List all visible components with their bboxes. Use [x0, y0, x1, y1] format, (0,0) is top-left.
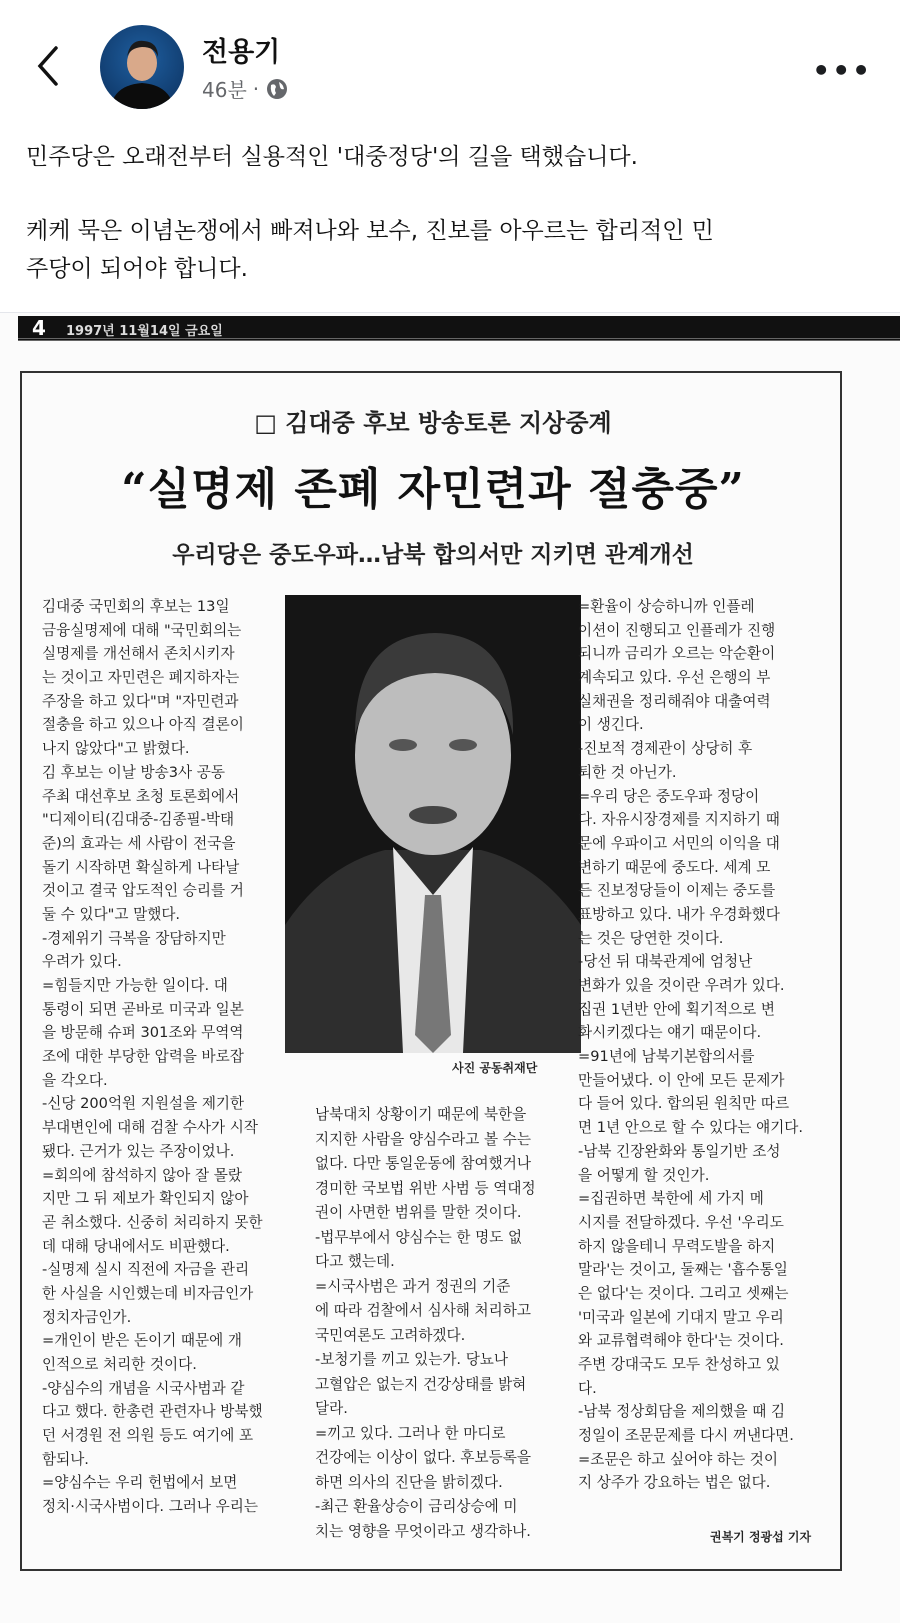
article-text-line: 한 사실을 시인했는데 비자금인가: [42, 1284, 254, 1302]
article-text-line: -신당 200억원 지원설을 제기한: [42, 1095, 245, 1113]
article-text-line: 면 1년 안으로 할 수 있다는 얘기다.: [578, 1119, 804, 1137]
article-text-line: 하지 않을테니 무력도발을 하지: [578, 1237, 776, 1255]
article-text-line: 둘 수 있다"고 말했다.: [42, 905, 181, 923]
article-text-line: 하면 의사의 진단을 밝히겠다.: [315, 1473, 503, 1491]
article-text-line: 권이 사면한 범위를 말한 것이다.: [315, 1204, 522, 1221]
article-text-line: 다.: [578, 1379, 597, 1397]
article-text-line: 화시키겠다는 얘기 때문이다.: [578, 1024, 762, 1042]
article-subheadline: 우리당은 중도우파…남북 합의서만 지키면 관계개선: [172, 542, 694, 568]
article-column-3: [578, 595, 803, 1495]
article-text-line: 을 어떻게 할 것인가.: [578, 1166, 710, 1184]
article-text-line: 곧 취소했다. 신중히 처리하지 못한: [42, 1213, 263, 1231]
article-text-line: 함되나.: [42, 1450, 89, 1468]
article-text-line: -실명제 실시 직전에 자금을 관리: [42, 1261, 250, 1279]
article-text-line: "디제이티(김대중-김종필-박태: [42, 811, 235, 829]
article-text-line: 을 방문해 슈퍼 301조와 무역역: [42, 1024, 244, 1042]
article-text-line: =조문은 하고 싶어야 하는 것이: [578, 1450, 778, 1468]
article-text-line: -남북 긴장완화와 통일기반 조성: [578, 1142, 781, 1160]
avatar-photo: [100, 25, 184, 109]
article-text-line: 우려가 있다.: [42, 953, 122, 971]
article-text-line: 국민여론도 고려하겠다.: [315, 1326, 466, 1344]
article-text-line: 정일이 조문문제를 다시 꺼낸다면.: [578, 1427, 794, 1445]
article-text-line: 됐다. 근거가 있는 주장이었나.: [42, 1142, 235, 1160]
article-text-line: '미국과 일본에 기대지 말고 우리: [578, 1308, 784, 1326]
article-text-line: 는 것이고 자민련은 폐지하자는: [42, 669, 240, 687]
article-text-line: 준)의 효과는 세 사람이 전국을: [42, 834, 236, 852]
post-text-line: 민주당은 오래전부터 실용적인 '대중정당'의 길을 택했습니다.: [26, 144, 638, 170]
article-text-line: 변화가 있을 것이란 우려가 있다.: [578, 977, 785, 994]
article-text-line: 이션이 진행되고 인플레가 진행: [578, 621, 776, 639]
article-text-line: 통령이 되면 곧바로 미국과 일본: [42, 1000, 244, 1018]
article-text-line: 이 생긴다.: [578, 716, 644, 734]
article-text-line: =회의에 참석하지 않아 잘 몰랐: [42, 1166, 242, 1184]
article-text-line: =힘들지만 가능한 일이다. 대: [42, 977, 228, 994]
article-text-line: 실명제를 개선해서 존치시키자: [42, 645, 235, 663]
article-column-1: [42, 595, 263, 1519]
article-kicker: □ 김대중 후보 방송토론 지상중계: [254, 409, 612, 437]
article-text-line: 지지한 사람을 양심수라고 볼 수는: [315, 1130, 531, 1148]
article-text-line: -최근 환율상승이 금리상승에 미: [315, 1498, 518, 1515]
back-button[interactable]: [30, 42, 66, 90]
article-text-line: 달라.: [315, 1400, 348, 1417]
article-text-line: -남북 정상회담을 제의했을 때 김: [578, 1403, 786, 1421]
article-text-line: -보청기를 끼고 있는가. 당뇨나: [315, 1351, 508, 1368]
article-text-line: =끼고 있다. 그러나 한 마디로: [315, 1424, 506, 1442]
article-text-line: 퇴한 것 아닌가.: [578, 763, 677, 781]
article-text-line: 지만 그 뒤 제보가 확인되지 않아: [42, 1190, 249, 1208]
article-text-line: =양심수는 우리 헌법에서 보면: [42, 1474, 238, 1492]
article-text-line: 다. 자유시장경제를 지지하기 때: [578, 811, 780, 829]
article-text-line: -당선 뒤 대북관계에 엄청난: [578, 953, 753, 971]
article-text-line: 는 것은 당연한 것이다.: [578, 929, 724, 947]
article-text-line: 주장을 하고 있다"며 "자민련과: [42, 692, 239, 710]
article-text-line: 남북대치 상황이기 때문에 북한을: [315, 1106, 527, 1123]
article-text-line: 을 각오다.: [42, 1071, 108, 1089]
article-photo: [285, 595, 581, 1053]
article-text-line: 은 없다'는 것이다. 그리고 셋째는: [578, 1284, 789, 1302]
article-text-line: 주최 대선후보 초청 토론회에서: [42, 787, 240, 805]
article-text-line: 경미한 국보법 위반 사범 등 역대정: [315, 1179, 536, 1197]
article-text-line: =시국사범은 과거 정권의 기준: [315, 1277, 511, 1295]
article-text-line: 만들어냈다. 이 안에 모든 문제가: [578, 1071, 785, 1089]
article-text-line: 부대변인에 대해 검찰 수사가 시작: [42, 1119, 258, 1137]
article-text-line: 실채권을 정리해줘야 대출여력: [578, 692, 771, 710]
article-headline: “실명제 존폐 자민련과 절충중”: [121, 464, 745, 515]
article-text-line: 치는 영향을 무엇이라고 생각하나.: [315, 1522, 531, 1540]
article-text-line: 돌기 시작하면 확실하게 나타날: [42, 858, 240, 876]
post-text-line: 케케 묵은 이념논쟁에서 빠져나와 보수, 진보를 아우르는 합리적인 민: [26, 218, 714, 244]
article-text-line: 와 교류협력해야 한다'는 것이다.: [578, 1332, 784, 1350]
article-text-line: =환율이 상승하니까 인플레: [578, 598, 755, 615]
article-text-line: 데 대해 당내에서도 비판했다.: [42, 1237, 230, 1255]
article-text-line: 금융실명제에 대해 "국민회의는: [42, 621, 242, 639]
article-text-line: =우리 당은 중도우파 정당이: [578, 787, 760, 805]
article-text-line: -법무부에서 양심수는 한 명도 없: [315, 1228, 523, 1246]
article-text-line: 말라'는 것이고, 둘째는 '흡수통일: [578, 1261, 788, 1279]
article-byline: 권복기 정광섭 기자: [710, 1530, 812, 1544]
article-text-line: 것이고 결국 압도적인 승리를 거: [42, 882, 244, 900]
article-text-line: =집권하면 북한에 세 가지 메: [578, 1190, 764, 1208]
article-text-line: 없다. 다만 통일운동에 참여했거나: [315, 1155, 531, 1172]
article-text-line: 변하기 때문에 중도다. 세계 모: [578, 858, 771, 876]
article-text-line: 주변 강대국도 모두 찬성하고 있: [578, 1356, 780, 1373]
avatar[interactable]: [100, 25, 184, 109]
article-text-line: 든 진보정당들이 이제는 중도를: [578, 882, 776, 900]
article-text-line: -경제위기 극복을 장담하지만: [42, 929, 226, 947]
article-column-2: [315, 1103, 536, 1544]
article-text-line: 집권 1년반 안에 획기적으로 변: [578, 1000, 776, 1018]
article-box: [20, 371, 842, 1571]
article-text-line: 다고 했다. 한총련 관련자나 방북했: [42, 1403, 263, 1421]
issue-date: 1997년 11월14일 금요일: [66, 324, 223, 339]
article-text-line: 시지를 전달하겠다. 우선 '우리도: [578, 1213, 784, 1231]
article-text-line: -양심수의 개념을 시국사범과 같: [42, 1379, 245, 1397]
article-text-line: 지 상주가 강요하는 법은 없다.: [578, 1474, 771, 1492]
article-text-line: 던 서경원 전 의원 등도 여기에 포: [42, 1427, 254, 1445]
article-text-line: 문에 우파이고 서민의 이익을 대: [578, 834, 780, 852]
globe-icon: [265, 77, 289, 101]
article-text-line: 인적으로 처리한 것이다.: [42, 1356, 197, 1373]
article-text-line: 절충을 하고 있으나 아직 결론이: [42, 716, 244, 734]
separator: ·: [252, 76, 260, 101]
article-text-line: 김대중 국민회의 후보는 13일: [42, 598, 230, 615]
article-text-line: =개인이 받은 돈이기 때문에 개: [42, 1332, 242, 1350]
article-text-line: 김 후보는 이날 방송3사 공동: [42, 763, 225, 781]
page-number: 4: [32, 316, 46, 340]
article-text-line: 나지 않았다"고 밝혔다.: [42, 740, 190, 758]
article-text-line: -진보적 경제관이 상당히 후: [578, 740, 753, 758]
article-text-line: 건강에는 이상이 없다. 후보등록을: [315, 1449, 531, 1466]
more-options-button[interactable]: •••: [812, 54, 872, 87]
photo-caption: 사진 공동취재단: [452, 1061, 538, 1075]
article-text-line: 표방하고 있다. 내가 우경화했다: [578, 905, 780, 923]
article-text-line: 정치·시국사범이다. 그러나 우리는: [42, 1498, 258, 1516]
newspaper-image[interactable]: [0, 313, 900, 1623]
newspaper-header-bar: [18, 316, 900, 341]
post-meta: [202, 74, 289, 103]
author-name[interactable]: 전용기: [202, 37, 281, 68]
article-text-line: 되니까 금리가 오르는 악순환이: [578, 645, 776, 663]
article-text-line: 계속되고 있다. 우선 은행의 부: [578, 669, 771, 687]
article-text-line: 정치자금인가.: [42, 1308, 132, 1326]
article-text-line: 에 따라 검찰에서 심사해 처리하고: [315, 1302, 531, 1319]
article-text-line: 고혈압은 없는지 건강상태를 밝혀: [315, 1375, 527, 1393]
article-text-line: 다고 했는데.: [315, 1253, 395, 1270]
article-text-line: 조에 대한 부당한 압력을 바로잡: [42, 1048, 244, 1066]
post-text-line: 주당이 되어야 합니다.: [26, 256, 248, 282]
article-text-line: =91년에 남북기본합의서를: [578, 1048, 755, 1066]
post-time[interactable]: 46분: [202, 78, 247, 102]
article-text-line: 다 들어 있다. 합의된 원칙만 따르: [578, 1095, 790, 1113]
chevron-left-icon: [30, 42, 66, 90]
